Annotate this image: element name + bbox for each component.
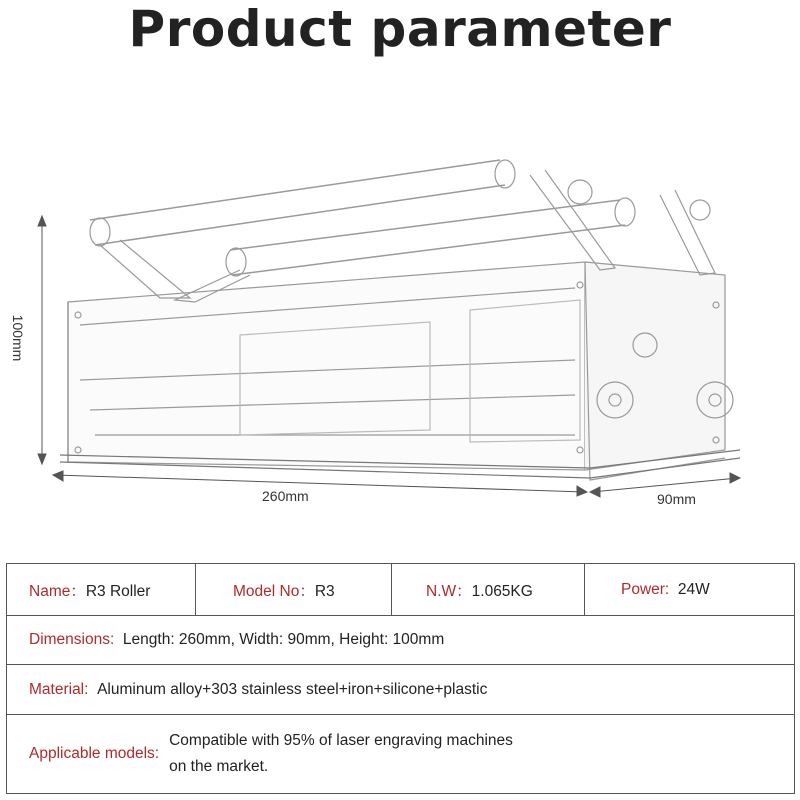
applicable-models-line-1: Compatible with 95% of laser engraving machines xyxy=(169,732,513,749)
product-line-drawing xyxy=(0,150,800,510)
model-cell xyxy=(196,564,392,616)
applicable-models-label: Applicable models: xyxy=(29,745,160,762)
page-title: Product parameter xyxy=(128,0,672,58)
name-cell xyxy=(7,564,196,616)
material-label: Material: xyxy=(29,680,89,698)
applicable-models-value xyxy=(169,728,513,780)
model-label: Model No： xyxy=(233,582,315,600)
table-row xyxy=(7,616,795,665)
dimensions-value: Length: 260mm, Width: 90mm, Height: 100mm xyxy=(122,631,445,648)
power-value: 24W xyxy=(677,580,710,598)
name-value: R3 Roller xyxy=(85,582,151,600)
net-weight-cell xyxy=(392,564,585,616)
dimensions-label: Dimensions: xyxy=(29,631,115,648)
power-cell xyxy=(585,564,795,616)
applicable-models-line-2: on the market. xyxy=(169,758,269,775)
material-value: Aluminum alloy+303 stainless steel+iron+silicone+plastic xyxy=(97,680,488,698)
name-label: Name： xyxy=(29,582,86,600)
applicable-models-cell xyxy=(7,715,795,794)
net-weight-value: 1.065KG xyxy=(471,582,533,600)
material-cell xyxy=(7,665,795,715)
spec-table xyxy=(6,563,795,794)
length-dimension-label: 260mm xyxy=(262,488,309,504)
dimensions-cell xyxy=(7,616,795,665)
table-row xyxy=(7,715,795,794)
table-row xyxy=(7,564,795,616)
width-dimension-label: 90mm xyxy=(657,491,696,507)
net-weight-label: N.W： xyxy=(426,582,472,600)
model-value: R3 xyxy=(314,582,335,600)
power-label: Power: xyxy=(621,580,670,598)
table-row xyxy=(7,665,795,715)
height-dimension-label: 100mm xyxy=(10,314,26,362)
